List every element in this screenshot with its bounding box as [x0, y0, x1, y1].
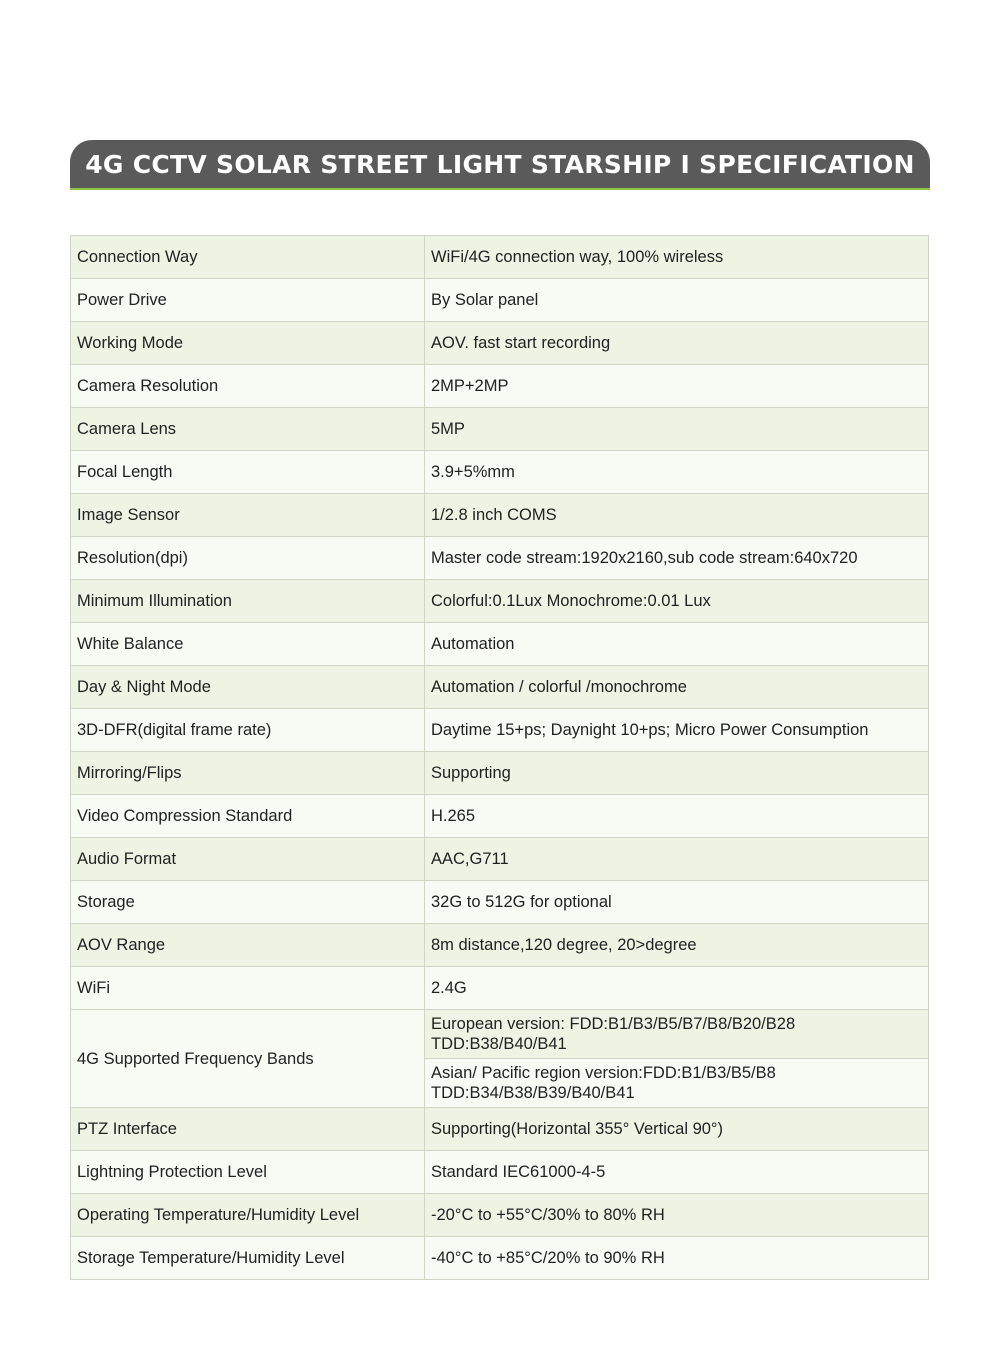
spec-label: 4G Supported Frequency Bands — [71, 1010, 425, 1108]
table-row — [71, 924, 929, 967]
spec-label: Image Sensor — [71, 494, 425, 537]
spec-value: -40°C to +85°C/20% to 90% RH — [425, 1237, 929, 1280]
spec-value: AOV. fast start recording — [425, 322, 929, 365]
spec-label: Focal Length — [71, 451, 425, 494]
table-row — [71, 967, 929, 1010]
table-row — [71, 1108, 929, 1151]
spec-value: Automation / colorful /monochrome — [425, 666, 929, 709]
table-row — [71, 451, 929, 494]
spec-value: Daytime 15+ps; Daynight 10+ps; Micro Power Consumption — [425, 709, 929, 752]
spec-value: H.265 — [425, 795, 929, 838]
asian-bands-line1: Asian/ Pacific region version:FDD:B1/B3/B5/B8 — [431, 1064, 776, 1082]
spec-value: 3.9+5%mm — [425, 451, 929, 494]
spec-value-asian — [425, 1059, 929, 1108]
table-row — [71, 322, 929, 365]
spec-value: Automation — [425, 623, 929, 666]
table-row — [71, 236, 929, 279]
spec-label: Minimum Illumination — [71, 580, 425, 623]
table-row — [71, 580, 929, 623]
spec-value: Standard IEC61000-4-5 — [425, 1151, 929, 1194]
spec-value: By Solar panel — [425, 279, 929, 322]
spec-label: 3D-DFR(digital frame rate) — [71, 709, 425, 752]
table-row-frequency-bands — [71, 1010, 929, 1059]
spec-value: -20°C to +55°C/30% to 80% RH — [425, 1194, 929, 1237]
spec-label: Video Compression Standard — [71, 795, 425, 838]
spec-label: Storage — [71, 881, 425, 924]
spec-label: Storage Temperature/Humidity Level — [71, 1237, 425, 1280]
asian-bands-line2: TDD:B34/B38/B39/B40/B41 — [431, 1084, 635, 1102]
spec-value: AAC,G711 — [425, 838, 929, 881]
table-row — [71, 408, 929, 451]
spec-label: Working Mode — [71, 322, 425, 365]
table-row — [71, 838, 929, 881]
table-row — [71, 623, 929, 666]
table-row — [71, 666, 929, 709]
spec-value: 8m distance,120 degree, 20>degree — [425, 924, 929, 967]
spec-label: Audio Format — [71, 838, 425, 881]
spec-label: AOV Range — [71, 924, 425, 967]
table-row — [71, 279, 929, 322]
european-bands-line1: European version: FDD:B1/B3/B5/B7/B8/B20/B28 — [431, 1015, 796, 1033]
spec-label: Camera Resolution — [71, 365, 425, 408]
spec-label: Power Drive — [71, 279, 425, 322]
spec-value: Supporting(Horizontal 355° Vertical 90°) — [425, 1108, 929, 1151]
table-row — [71, 537, 929, 580]
spec-value: 5MP — [425, 408, 929, 451]
spec-label: Resolution(dpi) — [71, 537, 425, 580]
table-row — [71, 494, 929, 537]
spec-value: Master code stream:1920x2160,sub code stream:640x720 — [425, 537, 929, 580]
specification-table — [70, 235, 929, 1280]
spec-value: WiFi/4G connection way, 100% wireless — [425, 236, 929, 279]
spec-value: 2MP+2MP — [425, 365, 929, 408]
table-row — [71, 1237, 929, 1280]
spec-label: Day & Night Mode — [71, 666, 425, 709]
spec-label: Camera Lens — [71, 408, 425, 451]
spec-value: 1/2.8 inch COMS — [425, 494, 929, 537]
spec-value: 2.4G — [425, 967, 929, 1010]
spec-label: Operating Temperature/Humidity Level — [71, 1194, 425, 1237]
page-title: 4G CCTV SOLAR STREET LIGHT STARSHIP I SPECIFICATION — [85, 149, 915, 179]
table-row — [71, 365, 929, 408]
table-row — [71, 881, 929, 924]
spec-value: Supporting — [425, 752, 929, 795]
spec-label: PTZ Interface — [71, 1108, 425, 1151]
spec-value: 32G to 512G for optional — [425, 881, 929, 924]
title-banner — [70, 140, 930, 190]
table-row — [71, 709, 929, 752]
table-row — [71, 795, 929, 838]
table-row — [71, 1194, 929, 1237]
spec-value-european — [425, 1010, 929, 1059]
table-row — [71, 752, 929, 795]
spec-label: Mirroring/Flips — [71, 752, 425, 795]
spec-value: Colorful:0.1Lux Monochrome:0.01 Lux — [425, 580, 929, 623]
spec-label: WiFi — [71, 967, 425, 1010]
spec-label: White Balance — [71, 623, 425, 666]
spec-label: Connection Way — [71, 236, 425, 279]
table-row — [71, 1151, 929, 1194]
spec-label: Lightning Protection Level — [71, 1151, 425, 1194]
european-bands-line2: TDD:B38/B40/B41 — [431, 1035, 567, 1053]
